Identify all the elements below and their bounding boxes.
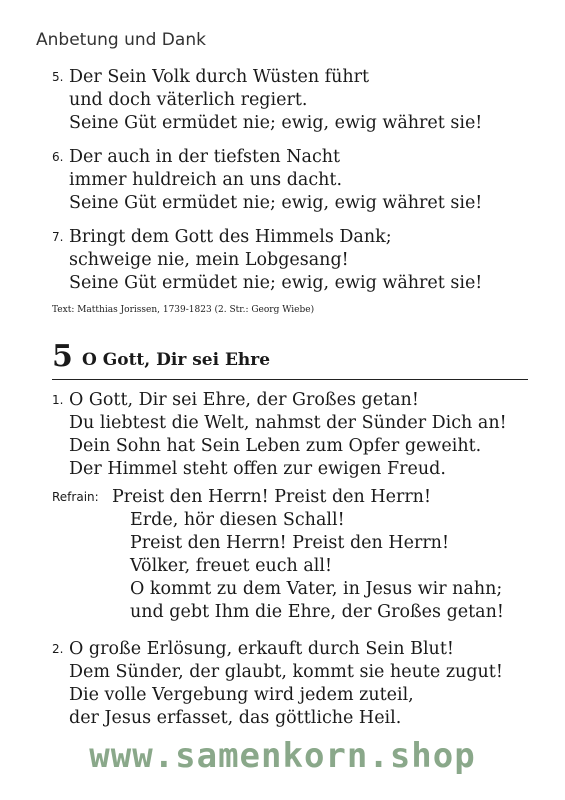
- verse-5: [52, 66, 482, 135]
- verse-line: Dein Sohn hat Sein Leben zum Opfer geweiht.: [69, 436, 482, 456]
- song-header: [52, 337, 528, 380]
- verse-line: der Jesus erfasset, das göttliche Heil.: [69, 708, 402, 728]
- verse-line: Du liebtest die Welt, nahmst der Sünder Dich an!: [69, 413, 507, 433]
- refrain-line: Völker, freuet euch all!: [130, 556, 333, 576]
- verse-6: [52, 146, 482, 215]
- verse-line: Seine Güt ermüdet nie; ewig, ewig währet sie!: [69, 113, 483, 133]
- refrain-line: Erde, hör diesen Schall!: [130, 510, 345, 530]
- text-credit: Text: Matthias Jorissen, 1739-1823 (2. Str.: Georg Wiebe): [52, 305, 315, 315]
- refrain-label: Refrain:: [52, 490, 99, 504]
- verse-line: und doch väterlich regiert.: [69, 90, 308, 110]
- song-verse-1: [52, 389, 507, 481]
- song-title: O Gott, Dir sei Ehre: [82, 350, 271, 370]
- verse-number: 1.: [52, 393, 64, 407]
- verse-line: Die volle Vergebung wird jedem zuteil,: [69, 685, 414, 705]
- watermark: www.samenkorn.shop: [89, 736, 476, 776]
- verse-line: Seine Güt ermüdet nie; ewig, ewig währet sie!: [69, 193, 483, 213]
- verse-number: 7.: [52, 230, 64, 244]
- verse-line: Bringt dem Gott des Himmels Dank;: [69, 227, 392, 247]
- verse-line: O große Erlösung, erkauft durch Sein Blut!: [69, 639, 454, 659]
- verse-number: 2.: [52, 642, 64, 656]
- verse-number: 5.: [52, 70, 64, 84]
- verse-line: Der Sein Volk durch Wüsten führt: [69, 67, 370, 87]
- verse-line: Der Himmel steht offen zur ewigen Freud.: [69, 459, 446, 479]
- verse-line: Der auch in der tiefsten Nacht: [69, 147, 341, 167]
- verse-line: Dem Sünder, der glaubt, kommt sie heute zugut!: [69, 662, 503, 682]
- verse-7: [52, 226, 482, 295]
- verse-line: schweige nie, mein Lobgesang!: [69, 250, 349, 270]
- section-title: Anbetung und Dank: [36, 30, 206, 50]
- refrain-line: Preist den Herrn! Preist den Herrn!: [112, 487, 431, 507]
- verse-line: immer huldreich an uns dacht.: [69, 170, 343, 190]
- refrain-line: O kommt zu dem Vater, in Jesus wir nahn;: [130, 579, 503, 599]
- song-number: 5: [52, 339, 73, 374]
- refrain: [52, 486, 504, 624]
- song-verse-2: [52, 638, 503, 730]
- refrain-line: Preist den Herrn! Preist den Herrn!: [130, 533, 449, 553]
- refrain-line: und gebt Ihm die Ehre, der Großes getan!: [130, 602, 504, 622]
- verse-number: 6.: [52, 150, 64, 164]
- verse-line: Seine Güt ermüdet nie; ewig, ewig währet sie!: [69, 273, 483, 293]
- verse-line: O Gott, Dir sei Ehre, der Großes getan!: [69, 390, 419, 410]
